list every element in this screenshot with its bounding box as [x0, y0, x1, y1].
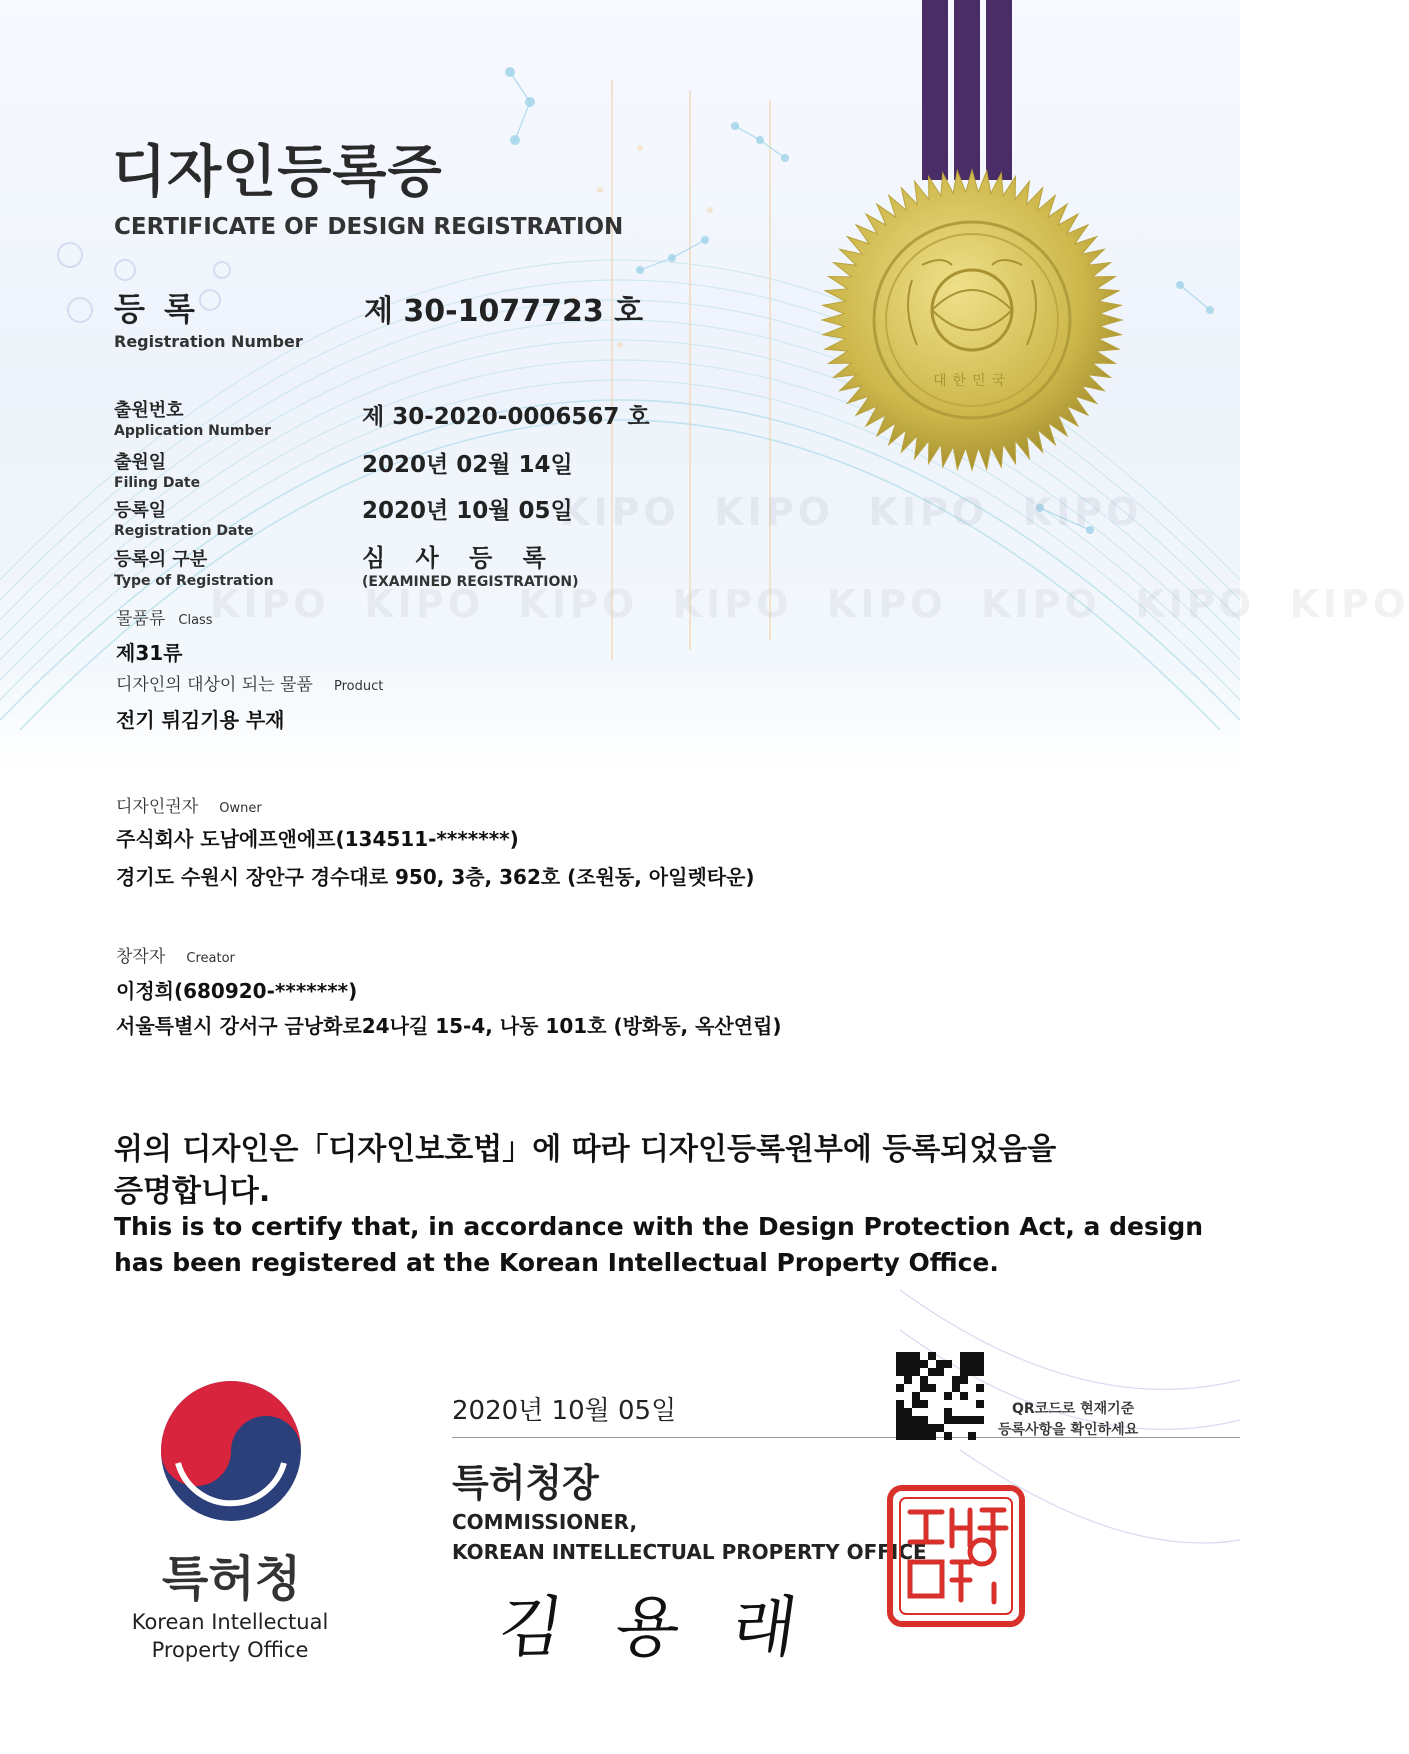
- qr-module: [960, 1408, 968, 1416]
- registration-date: 2020년 10월 05일: [362, 498, 573, 524]
- qr-module: [936, 1416, 944, 1424]
- watermark-text: KIPO: [518, 582, 639, 626]
- registration-type-label-ko: 등록의 구분: [114, 549, 208, 570]
- filing-date: 2020년 02월 14일: [362, 452, 573, 478]
- watermark-text: KIPO: [714, 490, 834, 534]
- owner-label: [116, 792, 262, 817]
- certification-en-line1: This is to certify that, in accordance with the Design Protection Act, a design: [114, 1212, 1204, 1241]
- qr-module: [944, 1384, 952, 1392]
- qr-module: [920, 1368, 928, 1376]
- qr-module: [944, 1408, 952, 1416]
- seal-text: 특허청장인: [953, 1624, 959, 1625]
- watermark-text: KIPO: [981, 582, 1101, 626]
- qr-module: [896, 1376, 904, 1384]
- qr-module: [912, 1384, 920, 1392]
- qr-module: [936, 1376, 944, 1384]
- qr-module: [920, 1352, 928, 1360]
- certification-ko-line1: 위의 디자인은「디자인보호법」에 따라 디자인등록원부에 등록되었음을: [114, 1132, 1057, 1167]
- title-english: CERTIFICATE OF DESIGN REGISTRATION: [114, 214, 624, 240]
- product-label: [116, 670, 383, 695]
- commissioner-title-ko: 특허청장: [452, 1461, 599, 1505]
- qr-module: [952, 1360, 960, 1368]
- qr-module: [960, 1352, 968, 1360]
- filing-date-label-en: Filing Date: [114, 475, 201, 491]
- ribbon-stripe: [986, 0, 1012, 180]
- qr-module: [936, 1368, 944, 1376]
- qr-module: [976, 1408, 984, 1416]
- qr-module: [912, 1376, 920, 1384]
- registration-type-en: (EXAMINED REGISTRATION): [362, 574, 579, 590]
- qr-module: [912, 1352, 920, 1360]
- emblem-text: 대한민국: [932, 373, 1012, 389]
- qr-module: [968, 1384, 976, 1392]
- qr-module: [968, 1432, 976, 1440]
- registration-label-en: Registration Number: [114, 332, 303, 351]
- qr-module: [920, 1408, 928, 1416]
- qr-code[interactable]: [896, 1352, 984, 1440]
- qr-module: [928, 1432, 936, 1440]
- registration-number: 제 30-1077723 호: [364, 294, 644, 329]
- qr-module: [976, 1360, 984, 1368]
- class-label-ko: 물품류: [116, 609, 166, 629]
- watermark-text: KIPO: [826, 582, 947, 626]
- class-label: [116, 604, 213, 629]
- qr-module: [920, 1416, 928, 1424]
- qr-module: [928, 1424, 936, 1432]
- qr-module: [944, 1360, 952, 1368]
- qr-module: [960, 1392, 968, 1400]
- qr-module: [896, 1360, 904, 1368]
- qr-module: [928, 1384, 936, 1392]
- title-korean: 디자인등록증: [112, 140, 443, 205]
- qr-module: [960, 1384, 968, 1392]
- qr-module: [960, 1432, 968, 1440]
- qr-module: [904, 1376, 912, 1384]
- qr-module: [904, 1408, 912, 1416]
- owner-address: 경기도 수원시 장안구 경수대로 950, 3층, 362호 (조원동, 아일렛타운): [116, 865, 755, 889]
- qr-module: [896, 1400, 904, 1408]
- qr-module: [912, 1400, 920, 1408]
- creator-address: 서울특별시 강서구 금낭화로24나길 15-4, 나동 101호 (방화동, 옥산연립): [116, 1014, 782, 1038]
- qr-module: [952, 1384, 960, 1392]
- commissioner-title-en-line1: COMMISSIONER,: [452, 1510, 638, 1534]
- qr-module: [928, 1368, 936, 1376]
- qr-module: [960, 1424, 968, 1432]
- qr-module: [976, 1368, 984, 1376]
- qr-module: [952, 1416, 960, 1424]
- qr-module: [952, 1408, 960, 1416]
- qr-module: [904, 1400, 912, 1408]
- qr-module: [944, 1416, 952, 1424]
- qr-module: [920, 1432, 928, 1440]
- qr-module: [936, 1424, 944, 1432]
- qr-module: [920, 1360, 928, 1368]
- registration-date-label-en: Registration Date: [114, 523, 254, 539]
- qr-module: [928, 1408, 936, 1416]
- qr-module: [960, 1360, 968, 1368]
- product-label-ko: 디자인의 대상이 되는 물품: [116, 675, 313, 695]
- qr-module: [936, 1384, 944, 1392]
- gold-seal: [812, 160, 1132, 480]
- qr-module: [904, 1416, 912, 1424]
- qr-module: [968, 1400, 976, 1408]
- qr-module: [896, 1424, 904, 1432]
- qr-module: [928, 1376, 936, 1384]
- creator-label: [116, 942, 235, 967]
- ribbon-stripe: [922, 0, 948, 180]
- qr-module: [976, 1424, 984, 1432]
- qr-module: [912, 1424, 920, 1432]
- qr-module: [928, 1400, 936, 1408]
- ribbon-stripe: [954, 0, 980, 180]
- qr-module: [896, 1368, 904, 1376]
- qr-module: [952, 1400, 960, 1408]
- qr-module: [920, 1376, 928, 1384]
- kipo-name-ko: 특허청: [162, 1551, 302, 1607]
- qr-module: [976, 1432, 984, 1440]
- qr-module: [976, 1400, 984, 1408]
- qr-module: [976, 1352, 984, 1360]
- creator-name: 이정희(680920-*******): [116, 979, 358, 1003]
- qr-module: [928, 1360, 936, 1368]
- qr-module: [896, 1432, 904, 1440]
- watermark-text: KIPO: [364, 582, 484, 626]
- commissioner-title-en-line2: KOREAN INTELLECTUAL PROPERTY OFFICE: [452, 1540, 927, 1564]
- class-value: 제31류: [116, 641, 183, 665]
- qr-module: [976, 1416, 984, 1424]
- qr-module: [952, 1376, 960, 1384]
- qr-module: [944, 1424, 952, 1432]
- qr-module: [936, 1432, 944, 1440]
- qr-module: [896, 1416, 904, 1424]
- commissioner-signature: 김 용 래: [493, 1589, 818, 1666]
- owner-label-en: Owner: [219, 801, 262, 816]
- product-value: 전기 튀김기용 부재: [116, 708, 285, 732]
- registration-type-ko: 심 사 등 록: [362, 544, 546, 572]
- qr-module: [904, 1424, 912, 1432]
- qr-module: [928, 1392, 936, 1400]
- qr-module: [896, 1352, 904, 1360]
- qr-module: [952, 1368, 960, 1376]
- qr-module: [936, 1400, 944, 1408]
- qr-module: [896, 1384, 904, 1392]
- qr-module: [968, 1416, 976, 1424]
- owner-name: 주식회사 도남에프앤에프(134511-*******): [116, 827, 519, 851]
- certification-en-line2: has been registered at the Korean Intellectual Property Office.: [114, 1248, 999, 1277]
- registration-type-label-en: Type of Registration: [114, 573, 274, 589]
- qr-module: [944, 1400, 952, 1408]
- qr-module: [952, 1424, 960, 1432]
- qr-module: [904, 1368, 912, 1376]
- qr-module: [968, 1360, 976, 1368]
- watermark-row-1: [560, 490, 1142, 534]
- qr-module: [912, 1392, 920, 1400]
- qr-module: [968, 1352, 976, 1360]
- creator-label-en: Creator: [186, 951, 235, 966]
- qr-module: [960, 1376, 968, 1384]
- qr-module: [912, 1408, 920, 1416]
- official-red-seal: [886, 1484, 1026, 1628]
- owner-label-ko: 디자인권자: [116, 797, 199, 817]
- registration-date-label-ko: 등록일: [114, 500, 167, 521]
- qr-module: [912, 1360, 920, 1368]
- qr-module: [896, 1392, 904, 1400]
- qr-module: [920, 1384, 928, 1392]
- filing-date-label-ko: 출원일: [114, 452, 167, 473]
- watermark-text: KIPO: [210, 582, 330, 626]
- qr-module: [944, 1368, 952, 1376]
- qr-module: [968, 1376, 976, 1384]
- qr-module: [968, 1392, 976, 1400]
- watermark-text: KIPO: [1022, 490, 1143, 534]
- qr-module: [904, 1392, 912, 1400]
- qr-module: [904, 1432, 912, 1440]
- qr-module: [936, 1352, 944, 1360]
- certification-ko-line2: 증명합니다.: [114, 1174, 271, 1209]
- application-number: 제 30-2020-0006567 호: [362, 404, 650, 430]
- qr-module: [952, 1432, 960, 1440]
- qr-module: [952, 1392, 960, 1400]
- class-label-en: Class: [178, 613, 213, 628]
- qr-module: [944, 1432, 952, 1440]
- qr-module: [968, 1424, 976, 1432]
- qr-module: [920, 1400, 928, 1408]
- issue-date: 2020년 10월 05일: [452, 1396, 677, 1426]
- qr-module: [936, 1408, 944, 1416]
- watermark-text: KIPO: [1289, 582, 1409, 626]
- kipo-taegeuk-logo: [158, 1378, 304, 1524]
- kipo-name-en-line1: Korean Intellectual: [131, 1610, 329, 1634]
- qr-module: [968, 1408, 976, 1416]
- qr-module: [904, 1384, 912, 1392]
- qr-module: [944, 1392, 952, 1400]
- application-number-label-ko: 출원번호: [114, 400, 184, 421]
- qr-note-line2: 등록사항을 확인하세요: [998, 1422, 1139, 1438]
- qr-module: [944, 1376, 952, 1384]
- application-number-label-en: Application Number: [114, 423, 271, 439]
- qr-module: [912, 1416, 920, 1424]
- qr-module: [952, 1352, 960, 1360]
- qr-module: [960, 1400, 968, 1408]
- qr-module: [896, 1408, 904, 1416]
- qr-note-line1: QR코드로 현재기준: [1012, 1401, 1135, 1417]
- product-label-en: Product: [333, 679, 384, 694]
- qr-module: [960, 1416, 968, 1424]
- qr-module: [928, 1416, 936, 1424]
- creator-label-ko: 창작자: [116, 947, 166, 967]
- qr-module: [968, 1368, 976, 1376]
- qr-module: [944, 1352, 952, 1360]
- qr-module: [912, 1368, 920, 1376]
- qr-module: [936, 1360, 944, 1368]
- watermark-text: KIPO: [672, 582, 793, 626]
- qr-module: [976, 1376, 984, 1384]
- qr-module: [976, 1392, 984, 1400]
- watermark-text: KIPO: [1135, 582, 1256, 626]
- qr-module: [936, 1392, 944, 1400]
- kipo-name-en-line2: Property Office: [151, 1638, 309, 1662]
- watermark-text: KIPO: [560, 490, 680, 534]
- qr-module: [920, 1424, 928, 1432]
- registration-label-ko: 등 록: [114, 290, 199, 328]
- watermark-text: KIPO: [868, 490, 989, 534]
- qr-module: [928, 1352, 936, 1360]
- qr-module: [904, 1352, 912, 1360]
- qr-module: [960, 1368, 968, 1376]
- qr-module: [912, 1432, 920, 1440]
- qr-module: [920, 1392, 928, 1400]
- qr-module: [976, 1384, 984, 1392]
- qr-module: [904, 1360, 912, 1368]
